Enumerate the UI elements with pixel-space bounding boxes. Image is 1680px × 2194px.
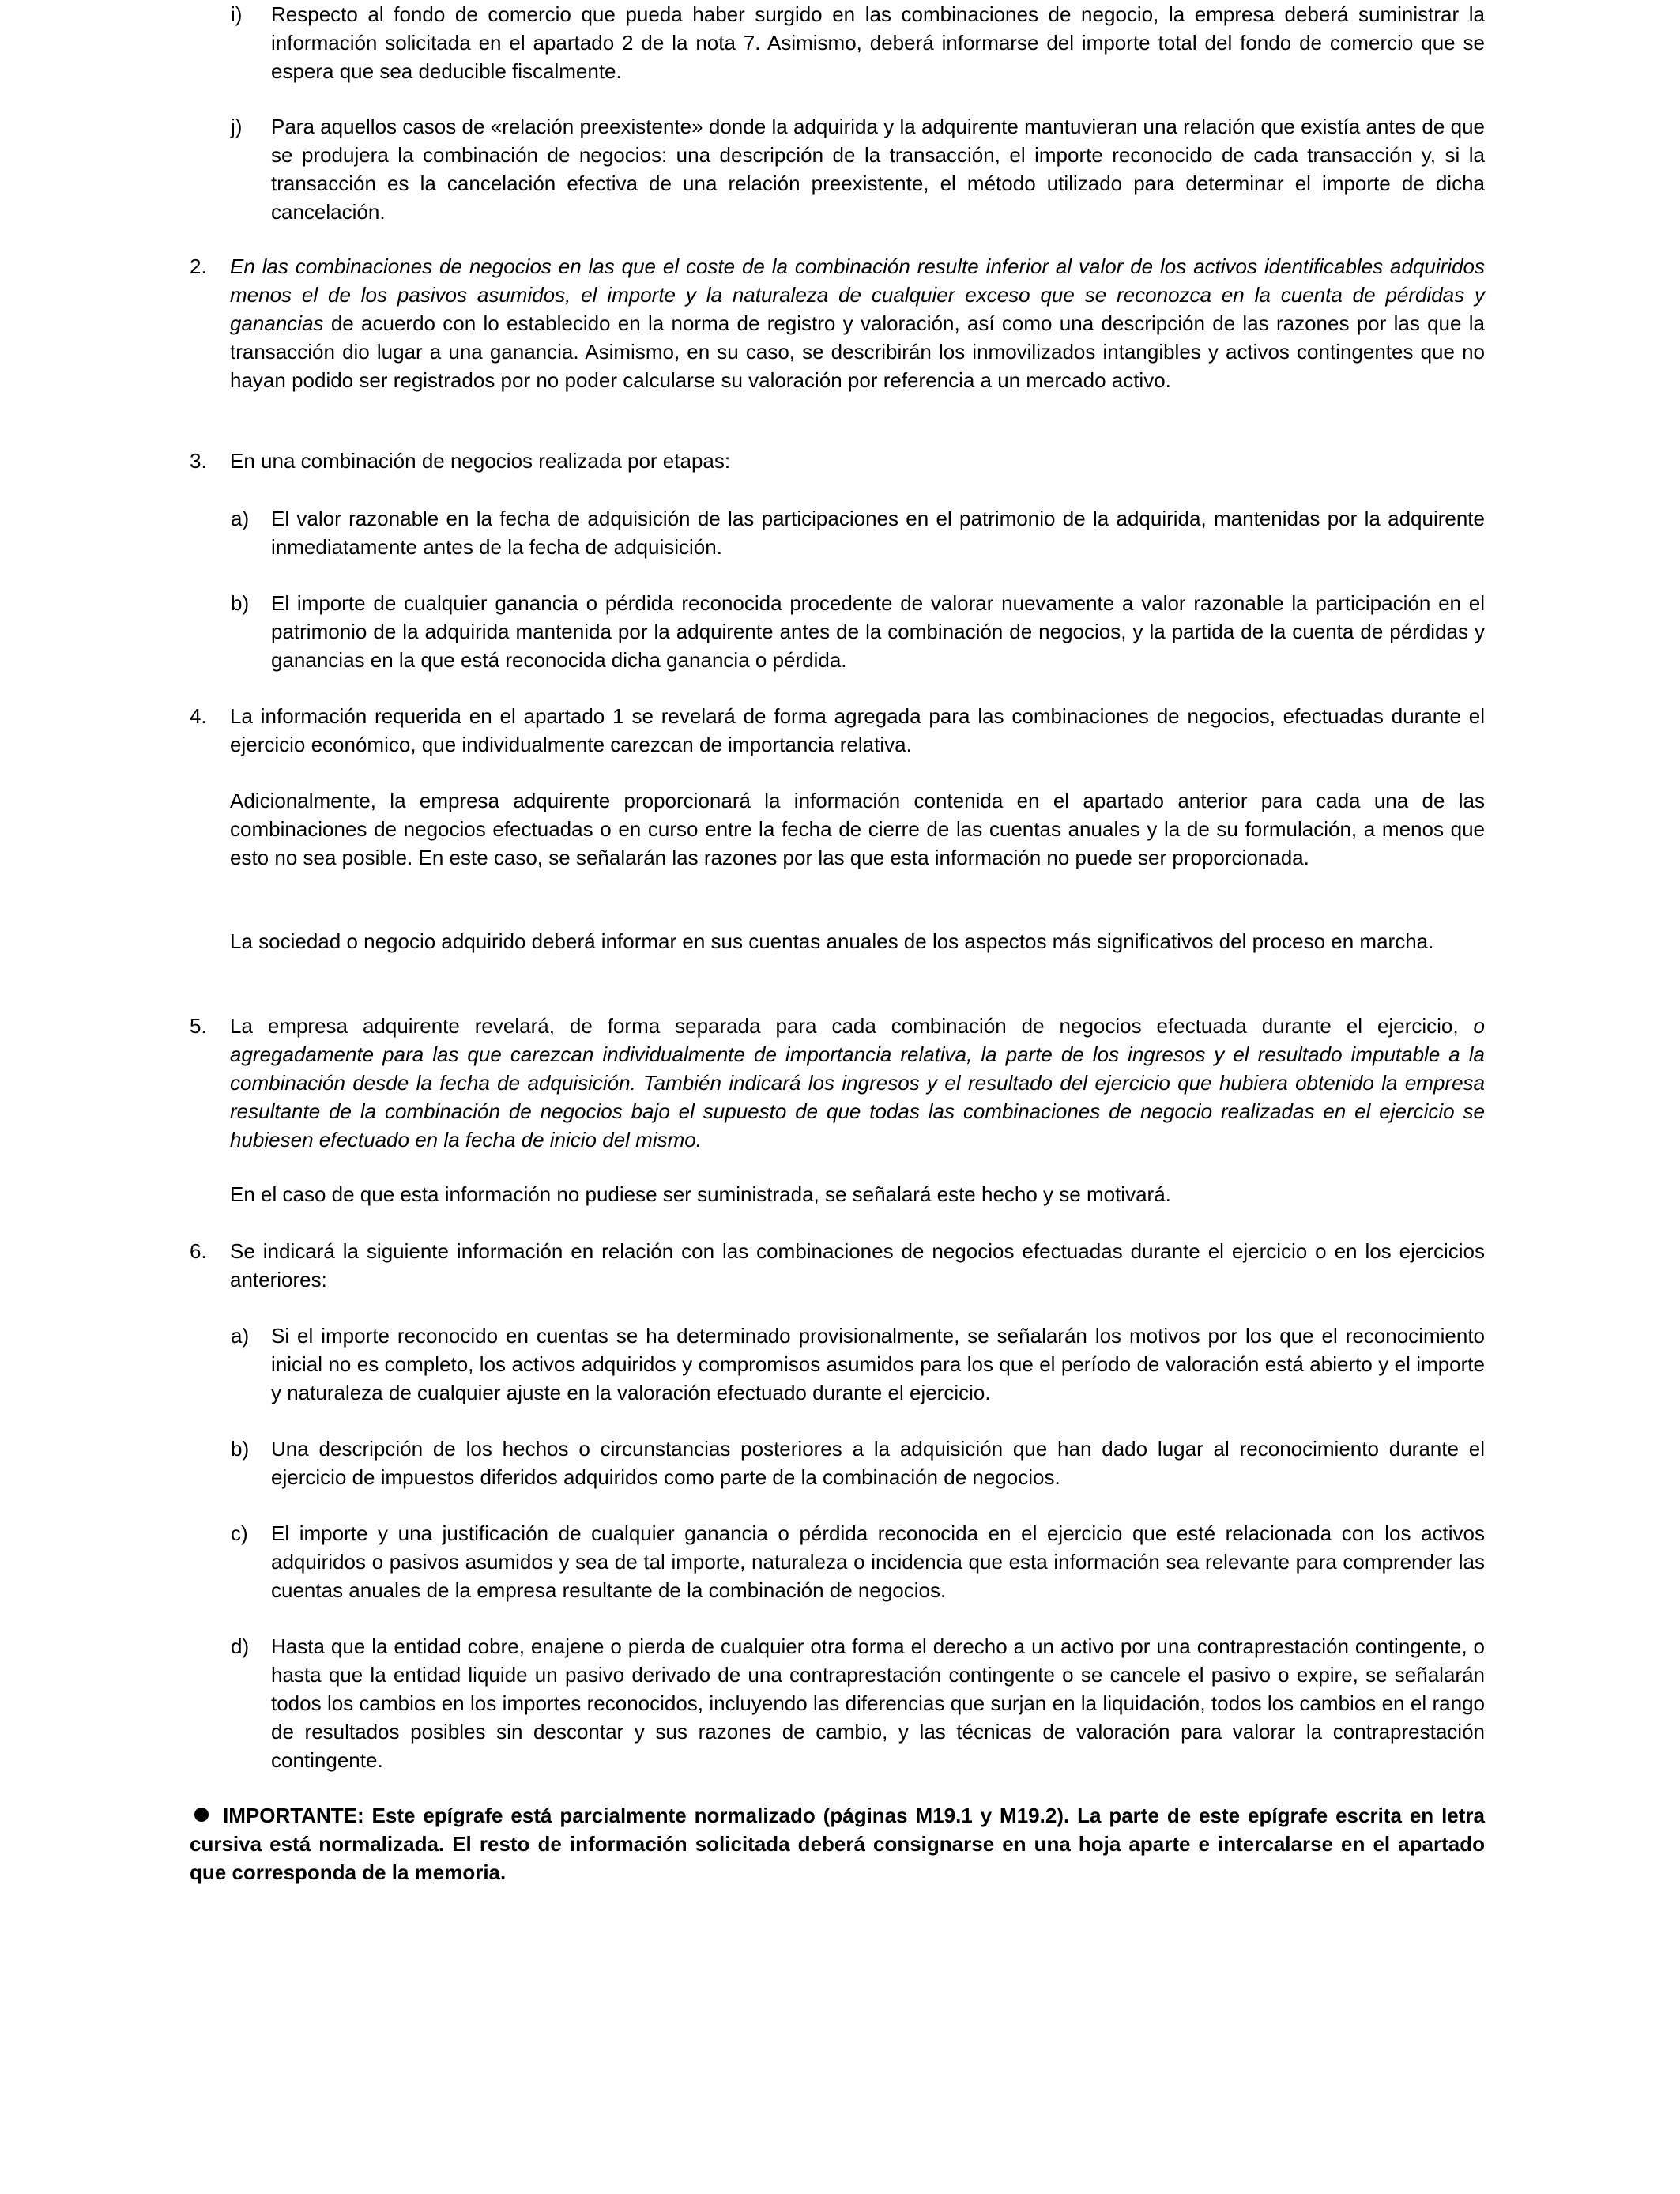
section-5-italic: o agregadamente para las que carezcan individualmente de importancia relativa, la parte de los ingresos y el resultado imputable a la combinación desde la fecha de adquisición. También indicará los ingresos y el resultado del ejercicio que hubiera obtenido la empresa resultante de la combinación de negocios bajo el supuesto de que todas las combinaciones de negocio realizadas en el ejercicio se hubiesen efectuado en la fecha de inicio del mismo. — [230, 1014, 1485, 1152]
section-3-label: 3. — [190, 449, 207, 473]
section-4-label: 4. — [190, 704, 207, 728]
section-2-label: 2. — [190, 254, 207, 278]
item-j-label: j) — [231, 115, 243, 138]
section-6-item-b-text: Una descripción de los hechos o circunstancias posteriores a la adquisición que han dado lugar al reconocimiento durante el ejercicio de impuestos diferidos adquiridos como parte de la combinación de negocios. — [271, 1437, 1485, 1489]
section-4-para-3: La sociedad o negocio adquirido deberá informar en sus cuentas anuales de los aspectos más significativos del proceso en marcha. — [230, 929, 1434, 953]
section-3-item-a-text: El valor razonable en la fecha de adquisición de las participaciones en el patrimonio de la adquirida, mantenidas por la adquirente inmediatamente antes de la fecha de adquisición. — [271, 507, 1485, 559]
important-note-text: IMPORTANTE: Este epígrafe está parcialmente normalizado (páginas M19.1 y M19.2). La parte de este epígrafe escrita en letra cursiva está normalizada. El resto de información solicitada deberá consignarse en una hoja aparte e intercalarse en el apartado que corresponda de la memoria. — [190, 1804, 1485, 1884]
bullet-icon — [194, 1808, 209, 1822]
section-6-text: Se indicará la siguiente información en relación con las combinaciones de negocios efectuadas durante el ejercicio o en los ejercicios anteriores: — [230, 1239, 1485, 1291]
item-j-text: Para aquellos casos de «relación preexistente» donde la adquirida y la adquirente mantuvieran una relación que existía antes de que se produjera la combinación de negocios: una descripción de la transacción, el importe reconocido de cada transacción y, si la transacción es la cancelación efectiva de una relación preexistente, el método utilizado para determinar el importe de dicha cancelación. — [271, 115, 1485, 224]
section-5-para-2: En el caso de que esta información no pudiese ser suministrada, se señalará este hecho y se motivará. — [230, 1182, 1171, 1206]
section-6-item-a-label: a) — [231, 1324, 250, 1348]
section-6-item-c-label: c) — [231, 1521, 248, 1545]
section-6-item-d-text: Hasta que la entidad cobre, enajene o pierda de cualquier otra forma el derecho a un activo por una contraprestación contingente, o hasta que la entidad liquide un pasivo derivado de una contraprestación contingente o se cancele el pasivo o expire, se señalarán todos los cambios en los importes reconocidos, incluyendo las diferencias que surjan en la liquidación, todos los cambios en el rango de resultados posibles sin descontar y sus razones de cambio, y las técnicas de valoración para valorar la contraprestación contingente. — [271, 1634, 1485, 1772]
section-3-item-b-label: b) — [231, 591, 250, 615]
section-2-italic: En las combinaciones de negocios en las que el coste de la combinación resulte inferior al valor de los activos identificables adquiridos menos el de los pasivos asumidos, el importe y la naturaleza de cualquier exceso que se reconozca en la cuenta de pérdidas y ganancias — [230, 254, 1485, 335]
section-3-item-a-label: a) — [231, 507, 250, 530]
section-4-para-2: Adicionalmente, la empresa adquirente proporcionará la información contenida en el apartado anterior para cada una de las combinaciones de negocios efectuadas o en curso entre la fecha de cierre de las cuentas anuales y la de su formulación, a menos que esto no sea posible. En este caso, se señalarán las razones por las que esta información no puede ser proporcionada. — [230, 789, 1485, 869]
section-6-label: 6. — [190, 1239, 207, 1263]
item-i-label: i) — [231, 2, 243, 26]
section-5-label: 5. — [190, 1014, 207, 1038]
section-6-item-d-label: d) — [231, 1634, 250, 1658]
section-6-item-b-label: b) — [231, 1437, 250, 1461]
section-2-text — [230, 252, 1485, 394]
section-3-text: En una combinación de negocios realizada por etapas: — [230, 449, 731, 473]
section-3-item-b-text: El importe de cualquier ganancia o pérdida reconocida procedente de valorar nuevamente a valor razonable la participación en el patrimonio de la adquirida mantenida por la adquirente antes de la combinación de negocios, y la partida de la cuenta de pérdidas y ganancias en la que está reconocida dicha ganancia o pérdida. — [271, 591, 1485, 672]
section-5-normal: La empresa adquirente revelará, de forma separada para cada combinación de negocios efectuada durante el ejercicio, — [230, 1014, 1474, 1038]
item-i-text: Respecto al fondo de comercio que pueda haber surgido en las combinaciones de negocio, la empresa deberá suministrar la información solicitada en el apartado 2 de la nota 7. Asimismo, deberá informarse del importe total del fondo de comercio que se espera que sea deducible fiscalmente. — [271, 2, 1485, 83]
important-note — [190, 1801, 1485, 1887]
section-6-item-c-text: El importe y una justificación de cualquier ganancia o pérdida reconocida en el ejercicio que esté relacionada con los activos adquiridos o pasivos asumidos y sea de tal importe, naturaleza o incidencia que esta información sea relevante para comprender las cuentas anuales de la empresa resultante de la combinación de negocios. — [271, 1521, 1485, 1602]
section-2-normal: de acuerdo con lo establecido en la norma de registro y valoración, así como una descripción de las razones por las que la transacción dio lugar a una ganancia. Asimismo, en su caso, se describirán los inmovilizados intangibles y activos contingentes que no hayan podido ser registrados por no poder calcularse su valoración por referencia a un mercado activo. — [230, 311, 1485, 392]
section-5-text — [230, 1012, 1485, 1154]
section-6-item-a-text: Si el importe reconocido en cuentas se ha determinado provisionalmente, se señalarán los motivos por los que el reconocimiento inicial no es completo, los activos adquiridos y compromisos asumidos para los que el período de valoración está abierto y el importe y naturaleza de cualquier ajuste en la valoración efectuado durante el ejercicio. — [271, 1324, 1485, 1404]
section-4-text: La información requerida en el apartado 1 se revelará de forma agregada para las combinaciones de negocios, efectuadas durante el ejercicio económico, que individualmente carezcan de importancia relativa. — [230, 704, 1485, 756]
